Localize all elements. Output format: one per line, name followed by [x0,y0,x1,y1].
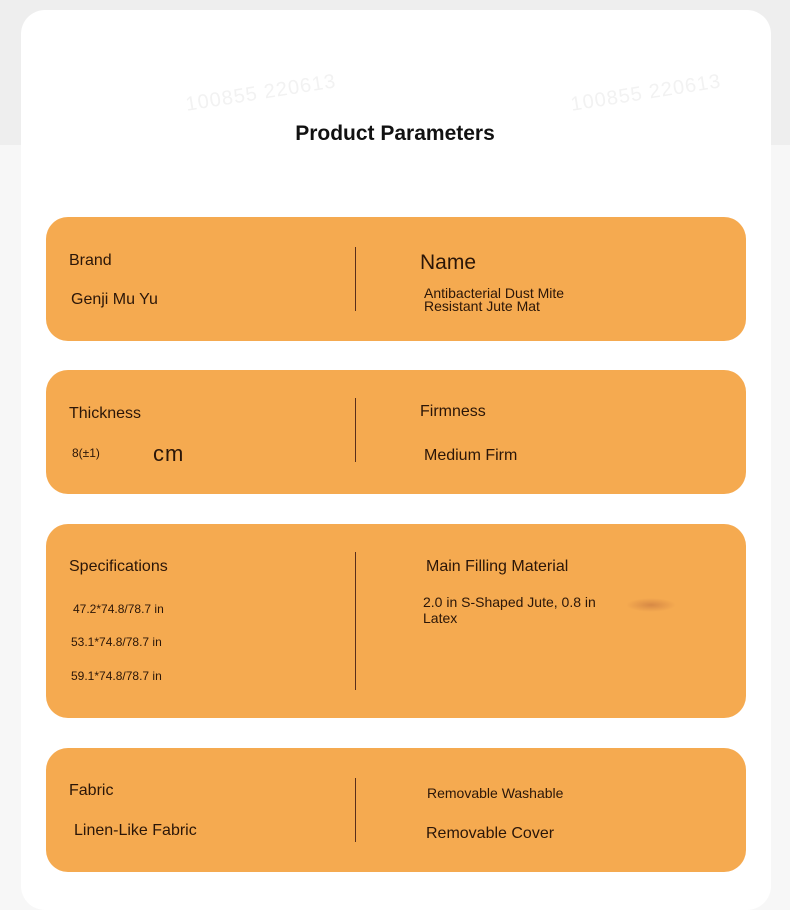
brand-label: Brand [69,252,112,269]
spec-value-2: 53.1*74.8/78.7 in [71,635,162,649]
name-value: Antibacterial Dust Mite Resistant Jute Mat [424,285,565,314]
brand-value: Genji Mu Yu [71,291,158,308]
param-card-fabric-washable [46,748,746,872]
specifications-label: Specifications [69,558,168,575]
thickness-value: 8(±1) [72,446,100,460]
watermark: 100855 220613 [569,70,723,116]
thickness-label: Thickness [69,405,142,422]
param-card-brand-name [46,217,746,341]
column-divider [355,778,356,842]
column-divider [355,247,356,311]
param-card-thickness-firmness [46,370,746,494]
fabric-label: Fabric [69,782,114,799]
filling-material-label: Main Filling Material [426,558,569,575]
smudge-mark [626,598,676,612]
page-title: Product Parameters [295,122,495,145]
param-card-specifications-filling [46,524,746,718]
thickness-unit: cm [153,441,185,466]
firmness-value: Medium Firm [424,447,518,464]
watermark: 100855 220613 [184,70,338,116]
spec-value-3: 59.1*74.8/78.7 in [71,669,162,683]
filling-material-value: 2.0 in S-Shaped Jute, 0.8 in Latex [423,594,596,626]
spec-value-1: 47.2*74.8/78.7 in [73,602,164,616]
firmness-label: Firmness [420,403,486,420]
column-divider [355,552,356,690]
fabric-value: Linen-Like Fabric [74,822,197,839]
removable-washable-label: Removable Washable [427,785,564,801]
column-divider [355,398,356,462]
removable-washable-value: Removable Cover [426,825,555,842]
name-label: Name [420,251,477,274]
